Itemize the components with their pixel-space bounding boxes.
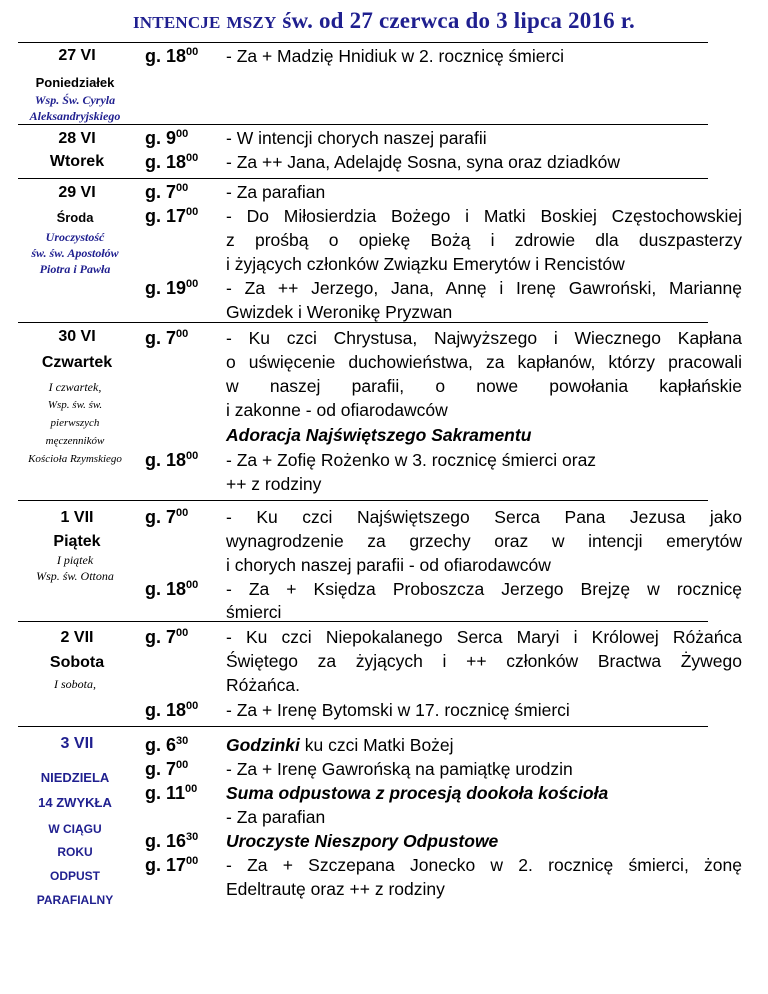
mass-intention: - Za + Madzię Hnidiuk w 2. rocznicę śmierci	[226, 46, 564, 66]
note-line: Wsp. Św. Cyryla	[34, 93, 116, 107]
mass-intention: Świętego za żyjących i ++ członków Bractwa Żywego	[226, 651, 742, 671]
day-date: 1 VII	[60, 509, 94, 526]
mass-intention: - Za parafian	[226, 182, 326, 202]
day-date: 30 VI	[58, 328, 96, 345]
mass-intention	[226, 733, 742, 757]
mass-hour: g. $18^{00}$	[145, 579, 199, 599]
mass-intention: - Za ++ Jana, Adelajdę Sosna, syna oraz dziadków	[226, 152, 620, 172]
mass-intention: - Ku czci Chrystusa, Najwyższego i Wiecznego Kapłana	[226, 328, 742, 348]
mass-intention: z prośbą o opiekę Bożą i zdrowie dla duszpasterzy	[226, 230, 742, 250]
day-name: Piątek	[53, 533, 101, 550]
day-note	[0, 552, 150, 584]
mass-hour: g. $7^{00}$	[145, 328, 189, 348]
day-date: 27 VI	[58, 47, 96, 64]
day-date: 29 VI	[58, 184, 96, 201]
day-name: Poniedziałek	[35, 75, 115, 90]
mass-intention: wynagrodzenie za grzechy oraz w intencji emerytów	[226, 531, 742, 551]
note-line: I czwartek,	[48, 380, 102, 394]
day-date: 2 VII	[60, 629, 94, 646]
note-line: Wsp. św. Ottona	[36, 569, 114, 583]
day-note: W CIĄGU	[48, 822, 102, 836]
mass-hour: g. $19^{00}$	[145, 278, 199, 298]
mass-hour: g. $9^{00}$	[145, 128, 189, 148]
note-line: pierwszych	[50, 417, 100, 429]
mass-hour: g. $7^{00}$	[145, 627, 189, 647]
vespers-heading: Uroczyste Nieszpory Odpustowe	[226, 831, 499, 851]
mass-intention: Różańca.	[226, 675, 300, 695]
mass-intention: o uświęcenie duchowieństwa, za kapłanów, którzy pracowali	[226, 352, 742, 372]
mass-intention: - Za ++ Jerzego, Jana, Annę i Irenę Gawroński, Mariannę	[226, 278, 742, 298]
note-line: św. św. Apostołów	[31, 246, 119, 260]
note-line: Uroczystość	[45, 230, 105, 244]
note-line: I sobota,	[54, 677, 96, 691]
divider	[18, 500, 708, 501]
mass-intention: - Za + Szczepana Jonecko w 2. rocznicę śmierci, żonę	[226, 855, 742, 875]
day-note	[0, 675, 150, 694]
mass-intention: w naszej parafii, o nowe powołania kapłańskie	[226, 376, 742, 396]
divider	[18, 42, 708, 43]
mass-intention: - Do Miłosierdzia Bożego i Matki Boskiej Częstochowskiej	[226, 206, 742, 226]
page-title	[0, 8, 768, 34]
day-name: NIEDZIELA	[40, 770, 110, 785]
day-date: 3 VII	[60, 735, 94, 752]
mass-intention: - Ku czci Najświętszego Serca Pana Jezusa jako	[226, 507, 742, 527]
mass-hour: g. $18^{00}$	[145, 46, 199, 66]
day-name: Wtorek	[49, 153, 105, 170]
day-name: Sobota	[49, 654, 105, 671]
mass-intention: - Za parafian	[226, 807, 326, 827]
mass-hour: g. $11^{00}$	[145, 783, 198, 803]
mass-intention: Gwizdek i Weronikę Pryzwan	[226, 302, 453, 322]
note-line: Kościoła Rzymskiego	[28, 453, 122, 465]
godzinki-text: ku czci Matki Bożej	[299, 735, 454, 755]
adoration-heading: Adoracja Najświętszego Sakramentu	[226, 425, 532, 445]
note-line: Piotra i Pawła	[39, 262, 111, 276]
mass-intention: i chorych naszej parafii - od ofiarodawców	[226, 555, 551, 575]
mass-hour: g. $7^{00}$	[145, 182, 189, 202]
day-name: Czwartek	[41, 354, 113, 371]
mass-intention: śmierci	[226, 602, 282, 622]
divider	[18, 726, 708, 727]
mass-hour: g. $16^{30}$	[145, 831, 199, 851]
note-line: I piątek	[56, 553, 94, 567]
divider	[18, 178, 708, 179]
mass-hour: g. $6^{30}$	[145, 735, 189, 755]
mass-intention: i zakonne - od ofiarodawców	[226, 400, 448, 420]
day-note	[0, 229, 150, 277]
godzinki-label: Godzinki	[226, 735, 300, 755]
mass-hour: g. $18^{00}$	[145, 152, 199, 172]
mass-intention: - Za + Irenę Bytomski w 17. rocznicę śmierci	[226, 700, 570, 720]
mass-intention: - Za + Księdza Proboszcza Jerzego Brejzę w rocznicę	[226, 579, 742, 599]
mass-intention: - Za + Irenę Gawrońską na pamiątkę urodzin	[226, 759, 573, 779]
mass-intention: ++ z rodziny	[226, 474, 322, 494]
day-date: 28 VI	[58, 130, 96, 147]
mass-hour: g. $18^{00}$	[145, 700, 199, 720]
day-name: Środa	[56, 210, 94, 225]
day-note: ROKU	[57, 845, 93, 859]
day-note	[0, 91, 150, 126]
title-intencje: INTENCJE	[132, 13, 221, 32]
mass-intention: i żyjących członków Związku Emerytów i Rencistów	[226, 254, 625, 274]
mass-intention: - W intencji chorych naszej parafii	[226, 128, 487, 148]
mass-hour: g. $7^{00}$	[145, 759, 189, 779]
day-note: ODPUST	[49, 869, 100, 883]
suma-heading: Suma odpustowa z procesją dookoła kościoła	[226, 783, 609, 803]
mass-intention: - Za + Zofię Rożenko w 3. rocznicę śmierci oraz	[226, 450, 597, 470]
mass-intention: Edeltrautę oraz ++ z rodziny	[226, 879, 445, 899]
mass-hour: g. $17^{00}$	[145, 206, 199, 226]
day-note	[0, 378, 150, 468]
note-line: Aleksandryjskiego	[29, 109, 121, 123]
mass-hour: g. $17^{00}$	[145, 855, 199, 875]
mass-hour: g. $18^{00}$	[145, 450, 199, 470]
day-note: PARAFIALNY	[36, 893, 114, 907]
title-rest: św. od 27 czerwca do 3 lipca 2016 r.	[282, 8, 635, 33]
note-line: męczenników	[45, 435, 105, 447]
mass-intention: - Ku czci Niepokalanego Serca Maryi i Królowej Różańca	[226, 627, 742, 647]
mass-hour: g. $7^{00}$	[145, 507, 189, 527]
note-line: Wsp. św. św.	[47, 399, 103, 411]
title-mszy: MSZY	[226, 13, 277, 32]
day-name: 14 ZWYKŁA	[38, 795, 112, 810]
